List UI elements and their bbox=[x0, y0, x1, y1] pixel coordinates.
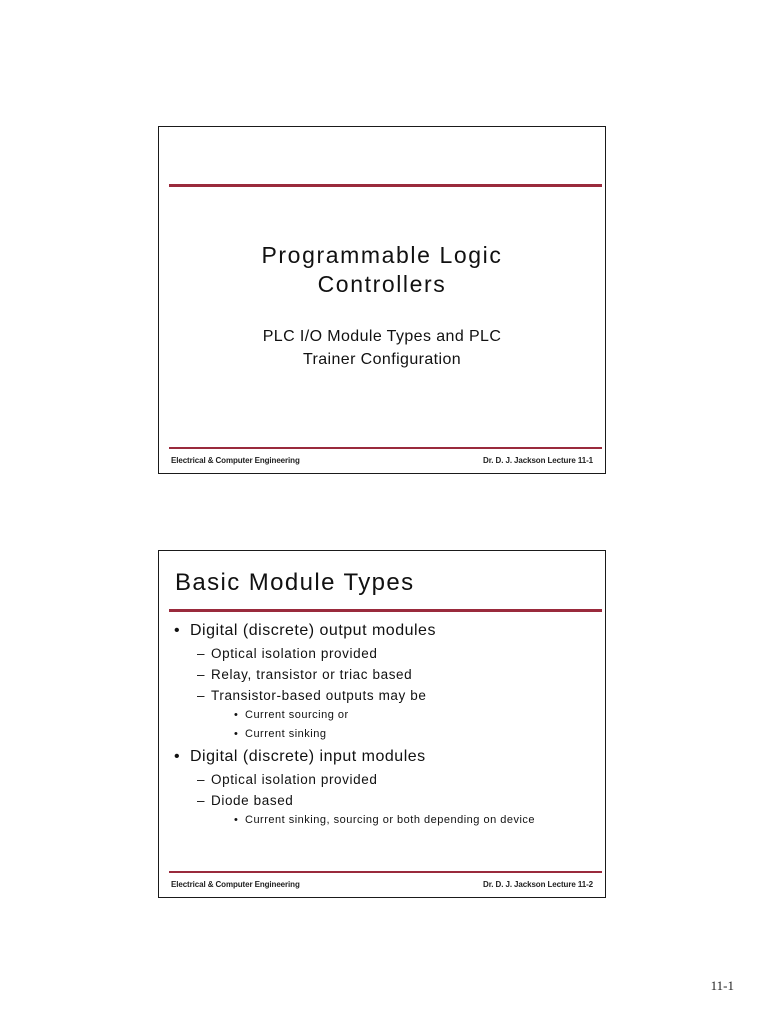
dash-mark: – bbox=[197, 772, 206, 787]
slide-1-title-line-2: Controllers bbox=[317, 271, 447, 297]
dash-mark: – bbox=[197, 793, 206, 808]
sub-sub-bullet-text: Current sinking, sourcing or both depending on device bbox=[245, 814, 536, 826]
slide-1-subtitle-line-2: Trainer Configuration bbox=[302, 351, 462, 368]
slide-2 bbox=[158, 550, 606, 898]
sub-sub-bullet-text: Current sinking bbox=[245, 728, 327, 740]
slide-1-title-line-1: Programmable Logic bbox=[261, 242, 503, 268]
slide-2-title-rule bbox=[169, 609, 602, 612]
slide-1-subtitle bbox=[159, 325, 605, 371]
slide-2-footer-rule bbox=[169, 871, 602, 873]
slide-1 bbox=[158, 126, 606, 474]
slide-2-footer-department: Electrical & Computer Engineering bbox=[171, 880, 300, 889]
sub-bullet-text: Diode based bbox=[211, 793, 294, 808]
sub-bullet-item bbox=[173, 664, 597, 685]
bullet-text: Digital (discrete) output modules bbox=[190, 622, 436, 639]
bullet-mark: • bbox=[234, 709, 239, 721]
sub-bullet-item bbox=[173, 643, 597, 664]
sub-bullet-text: Optical isolation provided bbox=[211, 646, 378, 661]
slide-2-bullet-list bbox=[173, 621, 597, 830]
sub-sub-bullet-item bbox=[173, 706, 597, 725]
bullet-item bbox=[173, 621, 597, 641]
slide-2-footer-lecture: Dr. D. J. Jackson Lecture 11-2 bbox=[483, 880, 593, 889]
page-number: 11-1 bbox=[710, 978, 734, 993]
dash-mark: – bbox=[197, 667, 206, 682]
slide-2-heading: Basic Module Types bbox=[175, 569, 415, 596]
bullet-item bbox=[173, 747, 597, 767]
bullet-mark: • bbox=[174, 622, 181, 639]
sub-bullet-text: Optical isolation provided bbox=[211, 772, 378, 787]
bullet-text: Digital (discrete) input modules bbox=[190, 748, 426, 765]
slide-1-footer-department: Electrical & Computer Engineering bbox=[171, 456, 300, 465]
dash-mark: – bbox=[197, 646, 206, 661]
bullet-mark: • bbox=[174, 748, 181, 765]
slide-1-footer-rule bbox=[169, 447, 602, 449]
sub-bullet-item bbox=[173, 769, 597, 790]
bullet-mark: • bbox=[234, 814, 239, 826]
bullet-mark: • bbox=[234, 728, 239, 740]
sub-bullet-text: Relay, transistor or triac based bbox=[211, 667, 413, 682]
sub-sub-bullet-item bbox=[173, 811, 597, 830]
sub-sub-bullet-item bbox=[173, 725, 597, 744]
dash-mark: – bbox=[197, 688, 206, 703]
sub-bullet-item bbox=[173, 790, 597, 811]
sub-bullet-text: Transistor-based outputs may be bbox=[211, 688, 427, 703]
slide-1-footer-lecture: Dr. D. J. Jackson Lecture 11-1 bbox=[483, 456, 593, 465]
slide-1-title bbox=[159, 241, 605, 299]
slide-1-title-rule bbox=[169, 184, 602, 187]
sub-bullet-item bbox=[173, 685, 597, 706]
slide-1-subtitle-line-1: PLC I/O Module Types and PLC bbox=[262, 328, 502, 345]
sub-sub-bullet-text: Current sourcing or bbox=[245, 709, 349, 721]
